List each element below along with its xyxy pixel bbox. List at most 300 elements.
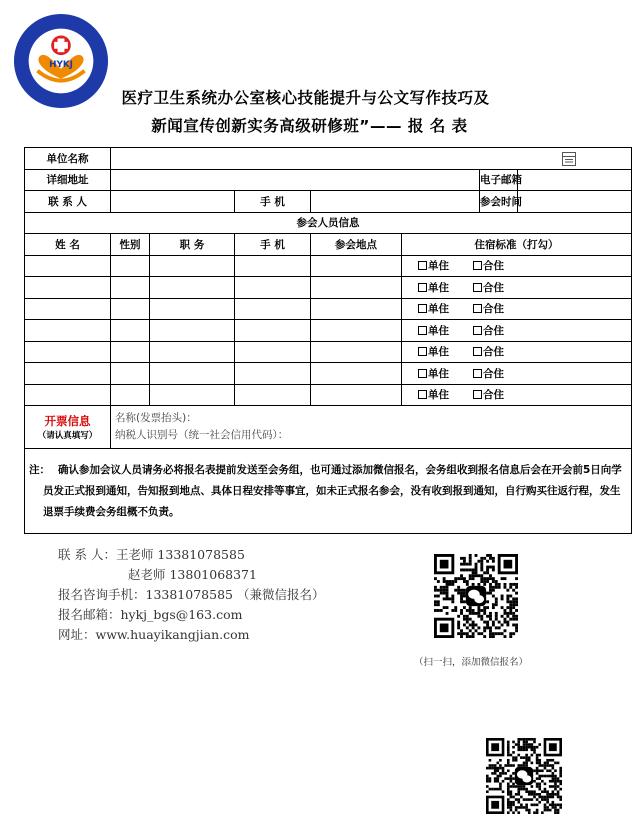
checkbox-icon[interactable] bbox=[473, 326, 482, 335]
qr-module bbox=[525, 809, 528, 812]
qr-module bbox=[525, 754, 528, 757]
qr-module bbox=[557, 762, 560, 765]
qr-module bbox=[486, 615, 489, 618]
participant-gender-field[interactable] bbox=[111, 255, 150, 277]
qr-module bbox=[501, 577, 504, 580]
participant-phone-field[interactable] bbox=[235, 298, 311, 320]
qr-module bbox=[489, 788, 492, 791]
qr-module bbox=[480, 563, 483, 566]
participant-phone-field[interactable] bbox=[235, 255, 311, 277]
qr-module bbox=[509, 583, 512, 586]
checkbox-icon[interactable] bbox=[418, 369, 427, 378]
qr-module bbox=[512, 624, 515, 627]
qr-module bbox=[492, 568, 495, 571]
qr-module bbox=[512, 618, 515, 621]
participant-phone-field[interactable] bbox=[235, 277, 311, 299]
qr-module bbox=[502, 769, 505, 772]
qr-module bbox=[489, 612, 492, 615]
qr-module bbox=[501, 597, 504, 600]
checkbox-icon[interactable] bbox=[473, 283, 482, 292]
qr-module bbox=[492, 560, 495, 563]
participant-name-field[interactable] bbox=[25, 277, 111, 299]
qr-module bbox=[554, 769, 557, 772]
qr-module bbox=[498, 621, 501, 624]
qr-module bbox=[472, 577, 475, 580]
qr-module bbox=[525, 759, 528, 762]
qr-module bbox=[520, 806, 523, 809]
lodging-choice-cell bbox=[402, 277, 632, 299]
single-room-option[interactable] bbox=[418, 346, 449, 358]
qr-module bbox=[510, 764, 513, 767]
qr-module bbox=[446, 580, 449, 583]
qr-module bbox=[463, 563, 466, 566]
qr-module bbox=[475, 624, 478, 627]
qr-module bbox=[517, 754, 520, 757]
qr-module bbox=[552, 764, 555, 767]
qr-module bbox=[498, 583, 501, 586]
participant-gender-field[interactable] bbox=[111, 320, 150, 342]
qr-module bbox=[546, 796, 549, 799]
qr-module bbox=[517, 746, 520, 749]
qr-module bbox=[440, 586, 443, 589]
qr-finder-pattern bbox=[549, 743, 557, 751]
qr-module bbox=[434, 589, 437, 592]
qr-module bbox=[437, 603, 440, 606]
qr-module bbox=[554, 777, 557, 780]
participant-location-field[interactable] bbox=[311, 363, 402, 385]
qr-module bbox=[495, 597, 498, 600]
time-field[interactable] bbox=[518, 191, 632, 213]
qr-module bbox=[538, 788, 541, 791]
qr-module bbox=[446, 592, 449, 595]
participant-location-field[interactable] bbox=[311, 298, 402, 320]
qr-module bbox=[463, 606, 466, 609]
contact-field[interactable] bbox=[111, 191, 235, 213]
qr-module bbox=[536, 809, 539, 812]
qr-module bbox=[486, 785, 489, 788]
qr-module bbox=[443, 580, 446, 583]
checkbox-icon[interactable] bbox=[473, 304, 482, 313]
qr-module bbox=[486, 775, 489, 778]
invoice-field[interactable] bbox=[111, 406, 632, 449]
qr-module bbox=[517, 741, 520, 744]
qr-module bbox=[480, 568, 483, 571]
qr-module bbox=[494, 780, 497, 783]
qr-module bbox=[504, 609, 507, 612]
qr-module bbox=[536, 783, 539, 786]
note-cell bbox=[25, 449, 632, 534]
qr-module bbox=[512, 801, 515, 804]
qr-module bbox=[520, 756, 523, 759]
qr-module bbox=[440, 592, 443, 595]
participant-phone-field[interactable] bbox=[235, 384, 311, 406]
shared-room-label: 合住 bbox=[483, 260, 504, 273]
qr-module bbox=[549, 785, 552, 788]
qr-module bbox=[469, 554, 472, 557]
qr-module bbox=[538, 777, 541, 780]
qr-module bbox=[504, 764, 507, 767]
participant-location-field[interactable] bbox=[311, 384, 402, 406]
qr-module bbox=[512, 612, 515, 615]
qr-module bbox=[492, 586, 495, 589]
qr-module bbox=[531, 743, 534, 746]
qr-module bbox=[483, 635, 486, 638]
qr-module bbox=[525, 790, 528, 793]
qr-module bbox=[460, 589, 463, 592]
shared-room-option[interactable] bbox=[473, 325, 504, 337]
qr-module bbox=[552, 775, 555, 778]
participant-gender-field[interactable] bbox=[111, 341, 150, 363]
qr-module bbox=[554, 804, 557, 807]
qr-module bbox=[496, 788, 499, 791]
single-room-option[interactable] bbox=[418, 368, 449, 380]
participant-gender-field[interactable] bbox=[111, 384, 150, 406]
qr-module bbox=[512, 603, 515, 606]
qr-module bbox=[469, 568, 472, 571]
invoice-row bbox=[25, 406, 632, 449]
qr-module bbox=[446, 589, 449, 592]
qr-module bbox=[507, 741, 510, 744]
qr-module bbox=[509, 595, 512, 598]
single-room-option[interactable] bbox=[418, 389, 449, 401]
qr-module bbox=[536, 746, 539, 749]
qr-module bbox=[489, 577, 492, 580]
qr-module bbox=[504, 577, 507, 580]
qr-module bbox=[446, 595, 449, 598]
qr-module bbox=[463, 595, 466, 598]
qr-module bbox=[448, 597, 451, 600]
qr-module bbox=[557, 790, 560, 793]
single-room-option[interactable] bbox=[418, 282, 449, 294]
checkbox-icon[interactable] bbox=[418, 347, 427, 356]
qr-module bbox=[480, 557, 483, 560]
qr-module bbox=[523, 748, 526, 751]
participant-name-field[interactable] bbox=[25, 341, 111, 363]
qr-module bbox=[523, 741, 526, 744]
qr-module bbox=[531, 785, 534, 788]
qr-module bbox=[496, 777, 499, 780]
qr-module bbox=[515, 609, 518, 612]
qr-module bbox=[538, 762, 541, 765]
participant-location-field[interactable] bbox=[311, 320, 402, 342]
qr-module bbox=[475, 563, 478, 566]
participant-name-field[interactable] bbox=[25, 298, 111, 320]
checkbox-icon[interactable] bbox=[473, 347, 482, 356]
qr-module bbox=[499, 775, 502, 778]
participant-position-field[interactable] bbox=[150, 320, 235, 342]
qr-module bbox=[552, 772, 555, 775]
shared-room-option[interactable] bbox=[473, 389, 504, 401]
single-room-label: 单住 bbox=[428, 346, 449, 359]
qr-module bbox=[451, 595, 454, 598]
participant-name-field[interactable] bbox=[25, 320, 111, 342]
shared-room-option[interactable] bbox=[473, 368, 504, 380]
qr-module bbox=[477, 615, 480, 618]
qr-module bbox=[489, 777, 492, 780]
shared-room-option[interactable] bbox=[473, 303, 504, 315]
qr-module bbox=[507, 777, 510, 780]
qr-module bbox=[475, 568, 478, 571]
qr-module bbox=[480, 609, 483, 612]
qr-module bbox=[528, 798, 531, 801]
qr-module bbox=[536, 759, 539, 762]
qr-module bbox=[494, 772, 497, 775]
qr-module bbox=[495, 612, 498, 615]
qr-module bbox=[457, 632, 460, 635]
qr-module bbox=[549, 759, 552, 762]
qr-module bbox=[466, 583, 469, 586]
shared-room-option[interactable] bbox=[473, 282, 504, 294]
qr-module bbox=[466, 615, 469, 618]
qr-module bbox=[531, 798, 534, 801]
qr-module bbox=[446, 597, 449, 600]
qr-module bbox=[477, 626, 480, 629]
qr-module bbox=[538, 796, 541, 799]
contact-row bbox=[25, 191, 632, 213]
qr-module bbox=[557, 796, 560, 799]
qr-module bbox=[472, 635, 475, 638]
qr-module bbox=[498, 586, 501, 589]
qr-module bbox=[525, 806, 528, 809]
qr-module bbox=[533, 811, 536, 814]
qr-module bbox=[546, 798, 549, 801]
qr-module bbox=[475, 571, 478, 574]
single-room-option[interactable] bbox=[418, 303, 449, 315]
qr-module bbox=[466, 618, 469, 621]
qr-module bbox=[480, 560, 483, 563]
qr-module bbox=[440, 589, 443, 592]
email-field[interactable] bbox=[518, 169, 632, 191]
qr-module bbox=[554, 775, 557, 778]
qr-module bbox=[472, 568, 475, 571]
qr-module bbox=[492, 621, 495, 624]
qr-module bbox=[460, 635, 463, 638]
qr-module bbox=[469, 624, 472, 627]
checkbox-icon[interactable] bbox=[418, 304, 427, 313]
qr-module bbox=[460, 577, 463, 580]
participant-phone-field[interactable] bbox=[235, 341, 311, 363]
qr-module bbox=[480, 618, 483, 621]
qr-module bbox=[463, 618, 466, 621]
qr-module bbox=[546, 762, 549, 765]
participant-position-field[interactable] bbox=[150, 298, 235, 320]
mobile-label: 手 机 bbox=[235, 191, 311, 213]
qr-module bbox=[517, 743, 520, 746]
qr-module bbox=[492, 595, 495, 598]
registration-form-table bbox=[24, 147, 632, 534]
qr-module bbox=[499, 767, 502, 770]
qr-module bbox=[501, 615, 504, 618]
qr-module bbox=[536, 756, 539, 759]
qr-module bbox=[515, 597, 518, 600]
qr-module bbox=[486, 568, 489, 571]
qr-module bbox=[536, 798, 539, 801]
participant-gender-field[interactable] bbox=[111, 363, 150, 385]
participant-position-field[interactable] bbox=[150, 363, 235, 385]
single-room-option[interactable] bbox=[418, 260, 449, 272]
qr-module bbox=[480, 574, 483, 577]
checkbox-icon[interactable] bbox=[473, 261, 482, 270]
qr-module bbox=[486, 780, 489, 783]
qr-module bbox=[492, 635, 495, 638]
qr-module bbox=[448, 583, 451, 586]
qr-caption: （扫一扫，添加微信报名） bbox=[414, 657, 529, 668]
qr-module bbox=[507, 743, 510, 746]
qr-module bbox=[544, 790, 547, 793]
qr-module bbox=[489, 589, 492, 592]
participant-location-field[interactable] bbox=[311, 255, 402, 277]
shared-room-option[interactable] bbox=[473, 260, 504, 272]
qr-module bbox=[457, 621, 460, 624]
qr-module bbox=[520, 796, 523, 799]
qr-module bbox=[486, 790, 489, 793]
qr-module bbox=[510, 780, 513, 783]
shared-room-option[interactable] bbox=[473, 346, 504, 358]
qr-module bbox=[557, 785, 560, 788]
qr-module bbox=[549, 769, 552, 772]
mobile-field[interactable] bbox=[311, 191, 480, 213]
qr-module bbox=[501, 632, 504, 635]
qr-module bbox=[501, 624, 504, 627]
checkbox-icon[interactable] bbox=[473, 390, 482, 399]
single-room-option[interactable] bbox=[418, 325, 449, 337]
qr-module bbox=[483, 571, 486, 574]
checkbox-icon[interactable] bbox=[418, 261, 427, 270]
qr-module bbox=[446, 583, 449, 586]
qr-module bbox=[499, 783, 502, 786]
qr-module bbox=[495, 626, 498, 629]
qr-module bbox=[531, 748, 534, 751]
address-field[interactable] bbox=[111, 169, 480, 191]
qr-module bbox=[515, 586, 518, 589]
qr-module bbox=[506, 600, 509, 603]
qr-module bbox=[509, 612, 512, 615]
invoice-title: 开票信息 bbox=[44, 414, 91, 428]
qr-module bbox=[533, 769, 536, 772]
participant-position-field[interactable] bbox=[150, 255, 235, 277]
qr-module bbox=[552, 806, 555, 809]
checkbox-icon[interactable] bbox=[418, 326, 427, 335]
qr-module bbox=[506, 615, 509, 618]
qr-module bbox=[475, 612, 478, 615]
participant-name-field[interactable] bbox=[25, 384, 111, 406]
qr-module bbox=[437, 609, 440, 612]
qr-module bbox=[525, 738, 528, 741]
qr-module bbox=[486, 767, 489, 770]
qr-module bbox=[483, 609, 486, 612]
participant-position-field[interactable] bbox=[150, 341, 235, 363]
qr-module bbox=[491, 767, 494, 770]
qr-module bbox=[544, 762, 547, 765]
contact-line: 报名咨询手机：13381078585 （兼微信报名） bbox=[58, 587, 325, 602]
qr-module bbox=[506, 597, 509, 600]
participant-name-field[interactable] bbox=[25, 255, 111, 277]
qr-module bbox=[489, 557, 492, 560]
participant-name-field[interactable] bbox=[25, 363, 111, 385]
qr-module bbox=[515, 615, 518, 618]
qr-module bbox=[507, 806, 510, 809]
participant-position-field[interactable] bbox=[150, 277, 235, 299]
qr-module bbox=[491, 764, 494, 767]
participant-phone-field[interactable] bbox=[235, 320, 311, 342]
qr-module bbox=[517, 793, 520, 796]
participant-location-field[interactable] bbox=[311, 341, 402, 363]
participant-phone-field[interactable] bbox=[235, 363, 311, 385]
qr-module bbox=[475, 566, 478, 569]
qr-module bbox=[525, 756, 528, 759]
qr-module bbox=[454, 577, 457, 580]
qr-module bbox=[536, 767, 539, 770]
qr-module bbox=[533, 793, 536, 796]
qr-module bbox=[502, 780, 505, 783]
qr-module bbox=[512, 811, 515, 814]
checkbox-icon[interactable] bbox=[418, 283, 427, 292]
qr-module bbox=[517, 785, 520, 788]
qr-module bbox=[489, 759, 492, 762]
qr-module bbox=[489, 635, 492, 638]
qr-module bbox=[515, 798, 518, 801]
checkbox-icon[interactable] bbox=[418, 390, 427, 399]
qr-module bbox=[492, 577, 495, 580]
qr-module bbox=[472, 624, 475, 627]
qr-module bbox=[533, 738, 536, 741]
unit-name-field[interactable] bbox=[111, 148, 632, 170]
qr-module bbox=[533, 796, 536, 799]
section-title: 参会人员信息 bbox=[25, 212, 632, 234]
wechat-bubble bbox=[474, 595, 484, 603]
qr-module bbox=[495, 580, 498, 583]
participant-gender-field[interactable] bbox=[111, 298, 150, 320]
column-header: 参会地点 bbox=[311, 234, 402, 256]
qr-module bbox=[546, 790, 549, 793]
qr-module bbox=[528, 743, 531, 746]
qr-module bbox=[486, 624, 489, 627]
qr-module bbox=[466, 635, 469, 638]
qr-module bbox=[499, 759, 502, 762]
qr-module bbox=[477, 583, 480, 586]
qr-module bbox=[559, 783, 562, 786]
qr-module bbox=[451, 609, 454, 612]
qr-module bbox=[434, 603, 437, 606]
qr-module bbox=[538, 775, 541, 778]
participant-gender-field[interactable] bbox=[111, 277, 150, 299]
shared-room-label: 合住 bbox=[483, 303, 504, 316]
participant-row bbox=[25, 277, 632, 299]
qr-module bbox=[533, 790, 536, 793]
checkbox-icon[interactable] bbox=[473, 369, 482, 378]
qr-module bbox=[483, 612, 486, 615]
participant-position-field[interactable] bbox=[150, 384, 235, 406]
qr-module bbox=[477, 606, 480, 609]
qr-module bbox=[480, 615, 483, 618]
qr-module bbox=[533, 748, 536, 751]
participant-location-field[interactable] bbox=[311, 277, 402, 299]
invoice-note: （请认真填写） bbox=[37, 431, 98, 441]
qr-module bbox=[512, 600, 515, 603]
address-row bbox=[25, 169, 632, 191]
qr-module bbox=[477, 609, 480, 612]
qr-module bbox=[486, 566, 489, 569]
qr-module bbox=[531, 746, 534, 749]
qr-module bbox=[494, 777, 497, 780]
qr-module bbox=[552, 801, 555, 804]
qr-module bbox=[538, 754, 541, 757]
qr-module bbox=[512, 589, 515, 592]
qr-module bbox=[472, 626, 475, 629]
qr-module bbox=[463, 600, 466, 603]
qr-module bbox=[483, 557, 486, 560]
qr-module bbox=[443, 606, 446, 609]
